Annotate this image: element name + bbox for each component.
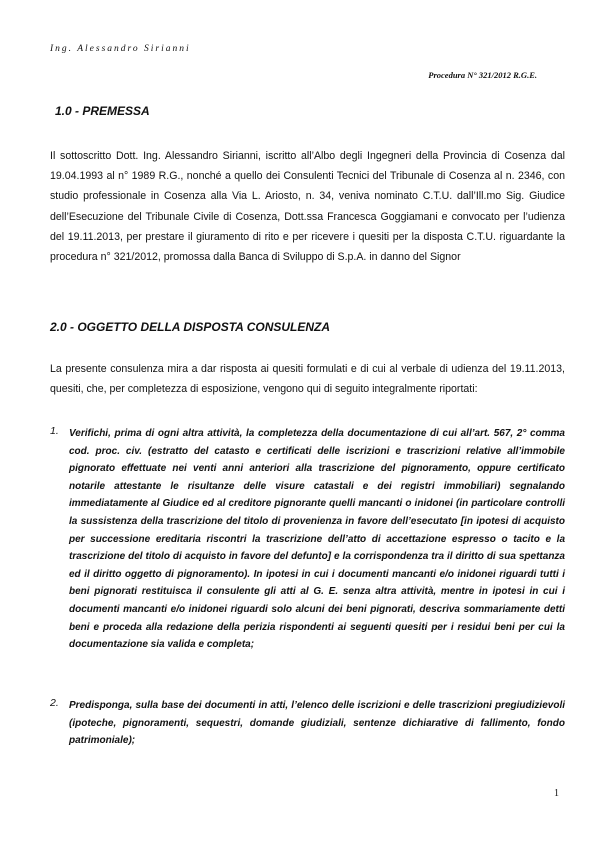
page-number: 1 [554,788,559,799]
section-1-title: 1.0 - PREMESSA [55,104,150,118]
header-author: Ing. Alessandro Sirianni [50,44,191,54]
quesito-item-1 [50,425,565,654]
header-procedure-number: Procedura N° 321/2012 R.G.E. [428,70,537,80]
section-1-paragraph: Il sottoscritto Dott. Ing. Alessandro Sirianni, iscritto all’Albo degli Ingegneri della Provincia di Cosenza dal 19.04.1993 al n° 1989 R.G., nonché a quello dei Consulenti Tecnici del Tribunale di Cosenza al n. 2346, con studio professionale in Cosenza alla Via L. Ariosto, n. 34, veniva nominato C.T.U. dall’Ill.mo Sig. Giudice dell’Esecuzione del Tribunale Civile di Cosenza, Dott.ssa Francesca Goggiamani e convocato per l’udienza del 19.11.2013, per prestare il giuramento di rito e per ricevere i quesiti per la disposta C.T.U. riguardante la procedura n° 321/2012, promossa dalla Banca di Sviluppo di S.p.A. in danno del Signor [50,150,565,264]
quesito-text: Verifichi, prima di ogni altra attività, la completezza della documentazione di cui all’art. 567, 2° comma cod. proc. civ. (estratto del catasto e certificati delle iscrizioni e trascrizioni relative all’immobile pignorato effettuate nei venti anni anteriori alla trascrizione del pignoramento, oppure certificato notarile attestante le risultanze delle visure catastali e dei registri immobiliari) segnalando immediatamente al Giudice ed al creditore pignorante quelli mancanti o inidonei (in particolare controlli la sussistenza della trascrizione del titolo di provenienza in favore dell’esecutato [in ipotesi di acquisto per successione ereditaria riscontri la trascrizione dell’atto di accettazione espresso o tacito e la trascrizione del titolo di acquisto in favore del defunto] e la corrispondenza tra il diritto di sua spettanza ed il diritto oggetto di pignoramento). In ipotesi in cui i documenti mancanti e/o inidonei riguardi tutti i beni pignorati restituisca il consulente gli atti al G. E. senza altra attività, mentre in ipotesi in cui i documenti mancanti e/o inidonei riguardi solo alcuni dei beni pignorati, descriva sommariamente detti beni e proceda alla redazione della perizia rispondenti ai seguenti quesiti per i residui beni per cui la documentazione sia valida e completa; [69,428,565,651]
quesito-number: 2. [50,697,59,709]
quesito-item-2 [50,697,565,750]
quesito-number: 1. [50,425,59,437]
quesito-text: Predisponga, sulla base dei documenti in atti, l’elenco delle iscrizioni e delle trascrizioni pregiudizievoli (ipoteche, pignoramenti, sequestri, domande giudiziali, sentenze dichiarative di fallimento, fondo patrimoniale); [69,700,565,747]
section-2-title: 2.0 - OGGETTO DELLA DISPOSTA CONSULENZA [50,320,331,334]
section-2-intro: La presente consulenza mira a dar risposta ai quesiti formulati e di cui al verbale di udienza del 19.11.2013, quesiti, che, per completezza di esposizione, vengono qui di seguito integralmente riportati: [50,363,565,396]
